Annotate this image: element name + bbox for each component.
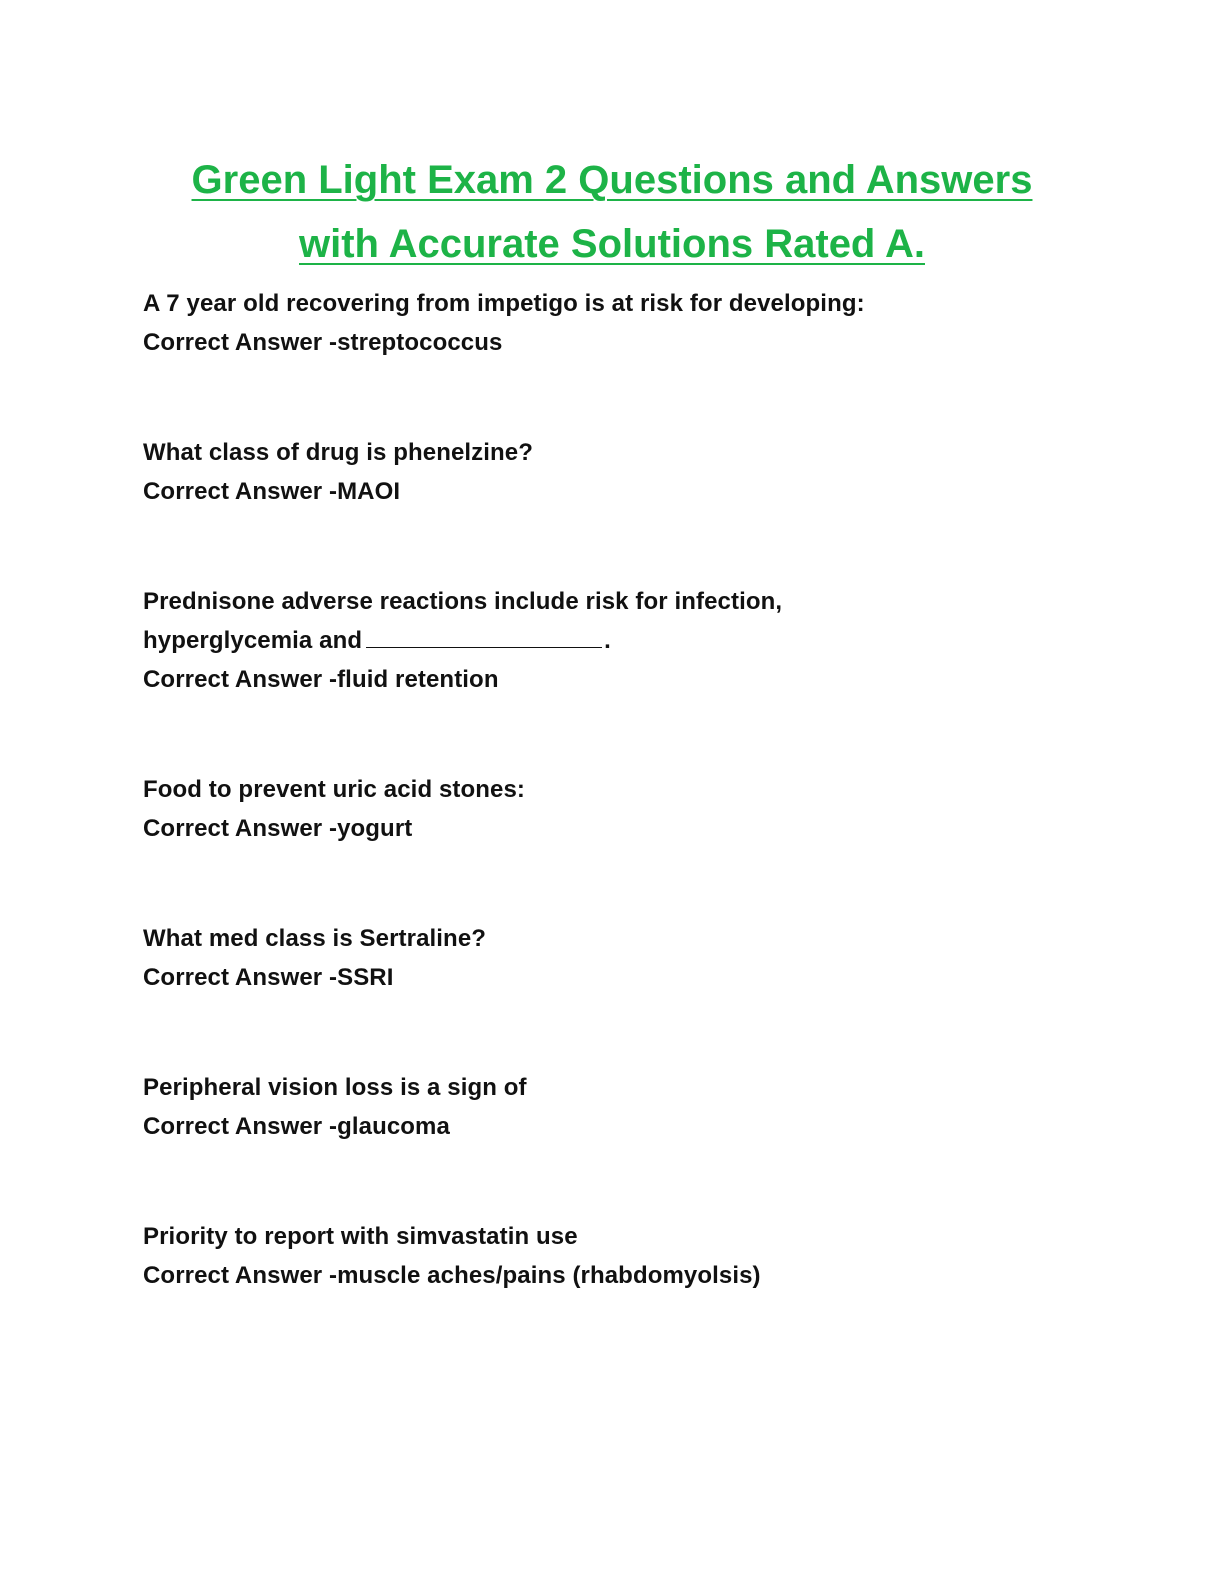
answer-text: Correct Answer -yogurt [143, 815, 413, 842]
answer-text: Correct Answer -MAOI [143, 478, 401, 505]
question-text-pre-blank: hyperglycemia and [143, 627, 363, 654]
qa-item [143, 582, 1103, 699]
qa-item [143, 433, 1103, 511]
question-text: Food to prevent uric acid stones: [143, 776, 526, 803]
answer-text: Correct Answer -streptococcus [143, 329, 503, 356]
question-text-continued [143, 621, 1103, 660]
question-text: Priority to report with simvastatin use [143, 1223, 578, 1250]
qa-item [143, 919, 1103, 997]
document-title [0, 148, 1224, 276]
question-text: A 7 year old recovering from impetigo is at risk for developing: [143, 290, 865, 317]
question-text: What med class is Sertraline? [143, 925, 487, 952]
qa-item [143, 284, 1103, 362]
question-text: Peripheral vision loss is a sign of [143, 1074, 527, 1101]
question-text: Prednisone adverse reactions include risk for infection, [143, 588, 783, 615]
question-text-post-blank: . [604, 627, 611, 654]
qa-item [143, 1068, 1103, 1146]
fill-in-blank [366, 621, 602, 648]
qa-item [143, 770, 1103, 848]
answer-text: Correct Answer -SSRI [143, 964, 394, 991]
answer-text: Correct Answer -fluid retention [143, 666, 499, 693]
qa-item [143, 1217, 1103, 1295]
title-line-2: with Accurate Solutions Rated A. [299, 222, 925, 266]
question-text: What class of drug is phenelzine? [143, 439, 534, 466]
answer-text: Correct Answer -muscle aches/pains (rhabdomyolsis) [143, 1262, 761, 1289]
answer-text: Correct Answer -glaucoma [143, 1113, 450, 1140]
title-line-1: Green Light Exam 2 Questions and Answers [191, 158, 1033, 202]
